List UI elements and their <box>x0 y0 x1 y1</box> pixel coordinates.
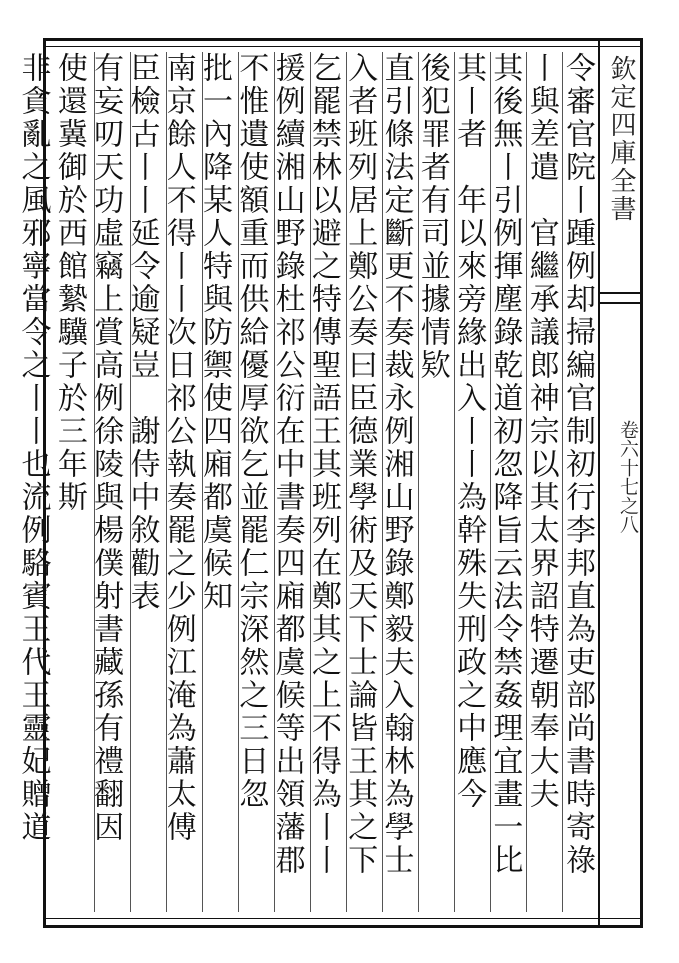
text-column: 有妄叨天功虛竊上賞高例徐陵與楊僕射書藏孫有禮翻因 <box>88 52 124 844</box>
border-inner-bottom <box>43 918 643 919</box>
text-column: 入者班列居上鄭公奏曰臣德業學術及天下士論皆王其之下 <box>342 52 378 877</box>
text-column: 直引條法定斷更不奏裁永例湘山野錄鄭毅夫入翰林為學士 <box>378 52 414 877</box>
text-column: 批一內降某人特與防禦使四廂都虞候知 <box>197 52 233 613</box>
book-title: 欽定四庫全書 <box>606 55 636 223</box>
main-text <box>15 52 595 912</box>
text-column: 臣檢古丨丨延令逾疑豈 謝侍中敘勸表 <box>124 52 160 613</box>
text-column: 不惟遺使額重而供給優厚欲乞並罷仁宗深然之三日忽 <box>233 52 269 811</box>
text-column: 後犯罪者有司並據情欵 <box>414 52 450 382</box>
text-column: 乞罷禁林以避之特傳聖語王其班列在鄭其之上不得為丨丨 <box>305 52 341 877</box>
volume-label: 卷六十七之八 <box>617 420 639 534</box>
text-column: 丨與差遣 官繼承議郎神宗以其太界詔特遷朝奉大夫 <box>523 52 559 811</box>
text-column: 其後無丨引例揮塵錄乾道初忽降旨云法令禁姦理宜畫一比 <box>487 52 523 877</box>
text-column: 使還冀御於西館縶驥子於三年斯 <box>51 52 87 514</box>
text-column: 其丨者 年以來旁緣出入丨丨為幹殊失刑政之中應今 <box>451 52 487 811</box>
border-inner-top <box>43 46 643 47</box>
text-column: 南京餘人不得丨丨次日祁公執奏罷之少例江淹為蕭太傅 <box>160 52 196 844</box>
text-column: 非貪亂之風邪寧當令之丨丨也流例駱賓王代王靈妃贈道 <box>15 52 51 844</box>
text-column: 令審官院丨踵例却掃編官制初行李邦直為吏部尚書時寄祿 <box>560 52 595 877</box>
text-column: 援例續湘山野錄杜祁公衍在中書奏四廂都虞候等出領藩郡 <box>269 52 305 877</box>
